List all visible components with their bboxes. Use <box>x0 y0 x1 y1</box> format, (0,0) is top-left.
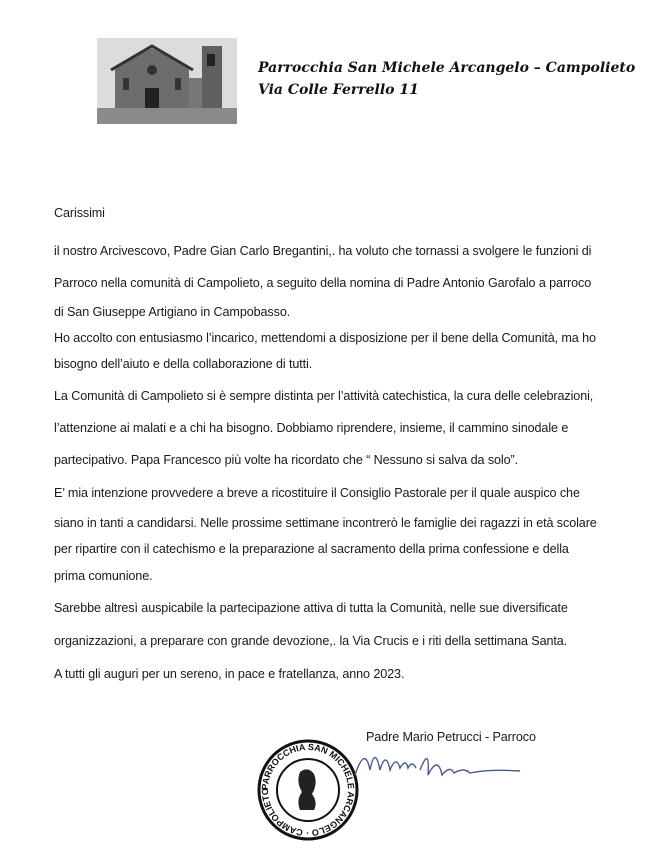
body-line: organizzazioni, a preparare con grande devozione,. la Via Crucis e i riti della settimana Santa. <box>54 634 568 648</box>
body-line: partecipativo. Papa Francesco più volte ha ricordato che “ Nessuno si salva da solo”. <box>54 453 519 467</box>
body-line: E’ mia intenzione provvedere a breve a ricostituire il Consiglio Pastorale per il quale auspico che <box>54 486 580 500</box>
body-line: il nostro Arcivescovo, Padre Gian Carlo Bregantini,. ha voluto che tornassi a svolgere le funzioni di <box>54 244 592 258</box>
signatory: Padre Mario Petrucci - Parroco <box>366 730 536 744</box>
body-line: A tutti gli auguri per un sereno, in pace e fratellanza, anno 2023. <box>54 667 405 681</box>
body-line: per ripartire con il catechismo e la preparazione al sacramento della prima confessione e della <box>54 542 569 556</box>
body-line: bisogno dell’aiuto e della collaborazione di tutti. <box>54 357 313 371</box>
body-line: di San Giuseppe Artigiano in Campobasso. <box>54 305 291 319</box>
salutation: Carissimi <box>54 206 105 220</box>
svg-text:PARROCCHIA SAN MICHELE ARCANGE: PARROCCHIA SAN MICHELE ARCANGELO · CAMPOLIETO <box>259 741 357 839</box>
church-photo <box>97 38 237 124</box>
body-line: siano in tanti a candidarsi. Nelle prossime settimane incontrerò le famiglie dei ragazzi in età scolare <box>54 516 597 530</box>
body-line: prima comunione. <box>54 569 153 583</box>
body-line: La Comunità di Campolieto si è sempre distinta per l’attività catechistica, la cura delle celebrazioni, <box>54 389 594 403</box>
signature <box>350 740 550 795</box>
body-line: Ho accolto con entusiasmo l’incarico, mettendomi a disposizione per il bene della Comunità, ma ho <box>54 331 596 345</box>
parish-stamp <box>256 738 360 847</box>
body-line: Sarebbe altresì auspicabile la partecipazione attiva di tutta la Comunità, nelle sue diversificate <box>54 601 568 615</box>
body-line: Parroco nella comunità di Campolieto, a seguito della nomina di Padre Antonio Garofalo a parroco <box>54 276 592 290</box>
body-line: l’attenzione ai malati e a chi ha bisogno. Dobbiamo riprendere, insieme, il cammino sinodale e <box>54 421 569 435</box>
parish-address: Via Colle Ferrello 11 <box>258 82 419 98</box>
parish-name: Parrocchia San Michele Arcangelo – Campolieto <box>258 60 636 76</box>
